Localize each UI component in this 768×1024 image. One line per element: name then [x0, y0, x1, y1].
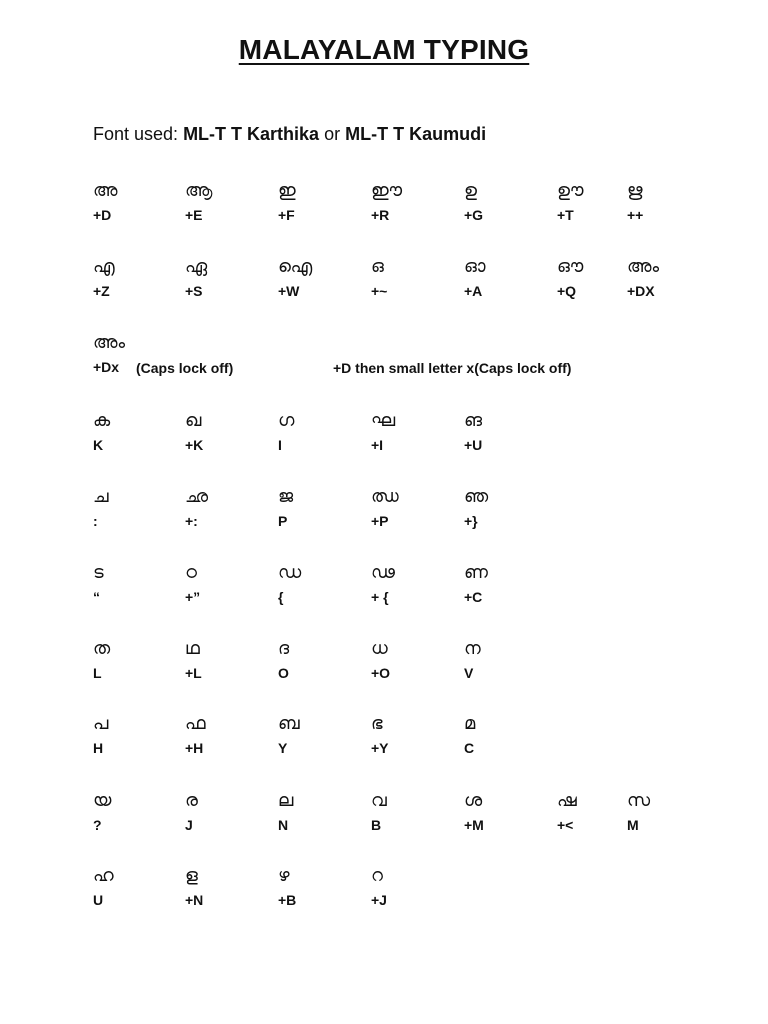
key-combination: ?	[93, 817, 102, 833]
malayalam-letter: റ	[371, 865, 383, 886]
malayalam-letter: ഖ	[185, 410, 202, 431]
key-combination: +Y	[371, 740, 389, 756]
dx-instruction-note: +D then small letter x(Caps lock off)	[333, 360, 572, 376]
mapping-cell	[464, 711, 554, 757]
mapping-cell	[278, 788, 368, 834]
key-combination: +F	[278, 207, 295, 223]
mapping-cell	[185, 788, 275, 834]
malayalam-letter: അ	[93, 180, 118, 201]
font-info-connector: or	[319, 124, 346, 144]
mapping-row	[0, 711, 768, 771]
mapping-cell	[371, 863, 461, 909]
key-combination: +W	[278, 283, 300, 299]
mapping-cell	[93, 711, 183, 757]
malayalam-letter: സ	[627, 790, 651, 811]
malayalam-letter: ച	[93, 486, 109, 507]
malayalam-letter: ഠ	[185, 562, 197, 583]
mapping-cell	[93, 178, 183, 224]
key-combination: +D	[93, 207, 112, 223]
malayalam-letter: ഫ	[185, 713, 206, 734]
malayalam-letter: ഉ	[464, 180, 477, 201]
mapping-cell	[371, 636, 461, 682]
mapping-cell	[278, 408, 368, 454]
mapping-cell	[371, 788, 461, 834]
key-combination: “	[93, 589, 100, 605]
key-combination: +DX	[627, 283, 655, 299]
mapping-cell	[93, 863, 183, 909]
font-name-karthika: ML-T T Karthika	[183, 124, 320, 144]
malayalam-letter: ഗ	[278, 410, 295, 431]
key-combination: +Q	[557, 283, 577, 299]
key-combination: +P	[371, 513, 389, 529]
key-combination: +T	[557, 207, 574, 223]
mapping-cell	[371, 484, 461, 530]
mapping-cell	[371, 408, 461, 454]
malayalam-letter: ക	[93, 410, 111, 431]
mapping-cell	[93, 484, 183, 530]
malayalam-letter: ര	[185, 790, 198, 811]
mapping-cell	[278, 178, 368, 224]
key-combination: +N	[185, 892, 204, 908]
malayalam-letter: ആ	[185, 180, 213, 201]
key-combination: +I	[371, 437, 384, 453]
malayalam-letter: ദ	[278, 638, 290, 659]
mapping-row	[0, 178, 768, 238]
page-title: MALAYALAM TYPING	[238, 34, 530, 65]
mapping-cell	[371, 560, 461, 606]
key-combination: +S	[185, 283, 203, 299]
mapping-cell	[278, 711, 368, 757]
malayalam-letter: ഏ	[185, 256, 208, 277]
mapping-cell	[627, 254, 717, 300]
mapping-row	[0, 254, 768, 314]
font-info	[93, 124, 486, 145]
malayalam-letter: ഭ	[371, 713, 383, 734]
caps-lock-note: (Caps lock off)	[136, 360, 234, 376]
malayalam-letter: ഷ	[557, 790, 577, 811]
key-combination: +~	[371, 283, 388, 299]
key-combination: +”	[185, 589, 201, 605]
mapping-cell	[464, 560, 554, 606]
mapping-cell	[278, 484, 368, 530]
mapping-cell	[464, 178, 554, 224]
key-combination: C	[464, 740, 475, 756]
mapping-cell	[93, 788, 183, 834]
key-combination: H	[93, 740, 104, 756]
malayalam-letter: പ	[93, 713, 109, 734]
mapping-cell	[93, 254, 183, 300]
mapping-row	[0, 863, 768, 923]
malayalam-letter: ഢ	[371, 562, 395, 583]
key-combination: U	[93, 892, 104, 908]
key-combination: + {	[371, 589, 389, 605]
malayalam-letter: മ	[464, 713, 476, 734]
mapping-row	[0, 560, 768, 620]
key-combination: +C	[464, 589, 483, 605]
key-combination: +B	[278, 892, 297, 908]
key-combination: ++	[627, 207, 644, 223]
malayalam-letter: ഛ	[185, 486, 209, 507]
malayalam-letter: ല	[278, 790, 294, 811]
mapping-cell	[185, 178, 275, 224]
malayalam-letter: ഓ	[464, 256, 486, 277]
key-combination: +Z	[93, 283, 110, 299]
malayalam-letter: ഊ	[557, 180, 584, 201]
key-combination: Y	[278, 740, 288, 756]
key-combination: :	[93, 513, 98, 529]
mapping-row	[0, 408, 768, 468]
key-combination: N	[278, 817, 289, 833]
key-combination: P	[278, 513, 288, 529]
key-combination: B	[371, 817, 382, 833]
mapping-cell	[278, 636, 368, 682]
key-combination: I	[278, 437, 282, 453]
mapping-cell	[185, 636, 275, 682]
mapping-cell	[185, 408, 275, 454]
malayalam-letter: ഔ	[557, 256, 584, 277]
malayalam-letter: ബ	[278, 713, 300, 734]
mapping-cell	[464, 484, 554, 530]
key-combination: +J	[371, 892, 387, 908]
font-name-kaumudi: ML-T T Kaumudi	[345, 124, 487, 144]
key-combination: K	[93, 437, 104, 453]
key-combination: +<	[557, 817, 574, 833]
malayalam-letter: ങ	[464, 410, 483, 431]
key-combination: +E	[185, 207, 203, 223]
mapping-cell	[278, 863, 368, 909]
key-combination: {	[278, 589, 284, 605]
key-combination: +M	[464, 817, 484, 833]
malayalam-letter: ട	[93, 562, 104, 583]
malayalam-letter: ഋ	[627, 180, 643, 201]
mapping-cell	[371, 711, 461, 757]
mapping-cell	[93, 636, 183, 682]
mapping-cell	[185, 560, 275, 606]
malayalam-letter: അം	[627, 256, 660, 277]
malayalam-letter: ന	[464, 638, 481, 659]
key-combination: J	[185, 817, 193, 833]
mapping-cell	[371, 178, 461, 224]
mapping-cell	[185, 254, 275, 300]
mapping-cell	[464, 788, 554, 834]
key-combination: +A	[464, 283, 483, 299]
font-info-prefix: Font used:	[93, 124, 184, 144]
malayalam-letter: ജ	[278, 486, 294, 507]
malayalam-letter: ഝ	[371, 486, 399, 507]
mapping-cell	[185, 711, 275, 757]
key-combination: L	[93, 665, 102, 681]
malayalam-letter: വ	[371, 790, 387, 811]
mapping-cell	[464, 254, 554, 300]
key-combination: M	[627, 817, 639, 833]
key-combination: +}	[464, 513, 478, 529]
key-combination: V	[464, 665, 474, 681]
key-combination: O	[278, 665, 289, 681]
key-combination: +O	[371, 665, 391, 681]
malayalam-letter: ള	[185, 865, 198, 886]
mapping-cell	[464, 408, 554, 454]
malayalam-letter: ഇ	[278, 180, 296, 201]
mapping-row	[0, 788, 768, 848]
malayalam-letter: അം	[93, 332, 126, 353]
malayalam-letter: ശ	[464, 790, 483, 811]
key-combination: +G	[464, 207, 484, 223]
malayalam-letter: ഈ	[371, 180, 403, 201]
key-combination: +Dx	[93, 359, 120, 375]
mapping-cell	[93, 408, 183, 454]
mapping-row	[0, 484, 768, 544]
malayalam-letter: ഥ	[185, 638, 200, 659]
malayalam-letter: ഹ	[93, 865, 114, 886]
mapping-cell	[627, 178, 717, 224]
mapping-cell	[371, 254, 461, 300]
malayalam-letter: ഐ	[278, 256, 313, 277]
mapping-cell	[93, 560, 183, 606]
key-combination: +U	[464, 437, 483, 453]
malayalam-letter: ഞ	[464, 486, 489, 507]
malayalam-letter: ഒ	[371, 256, 384, 277]
mapping-row	[0, 636, 768, 696]
key-combination: +K	[185, 437, 204, 453]
malayalam-letter: ഴ	[278, 865, 290, 886]
mapping-cell	[464, 636, 554, 682]
key-combination: +L	[185, 665, 202, 681]
key-combination: +H	[185, 740, 204, 756]
mapping-cell	[185, 863, 275, 909]
malayalam-letter: ത	[93, 638, 111, 659]
malayalam-letter: എ	[93, 256, 115, 277]
malayalam-letter: ണ	[464, 562, 488, 583]
malayalam-letter: ഘ	[371, 410, 396, 431]
key-combination: +R	[371, 207, 390, 223]
mapping-cell	[627, 788, 717, 834]
mapping-cell	[278, 560, 368, 606]
mapping-cell	[185, 484, 275, 530]
malayalam-letter: ഡ	[278, 562, 302, 583]
key-combination: +:	[185, 513, 198, 529]
malayalam-letter: യ	[93, 790, 112, 811]
mapping-cell	[278, 254, 368, 300]
malayalam-letter: ധ	[371, 638, 388, 659]
